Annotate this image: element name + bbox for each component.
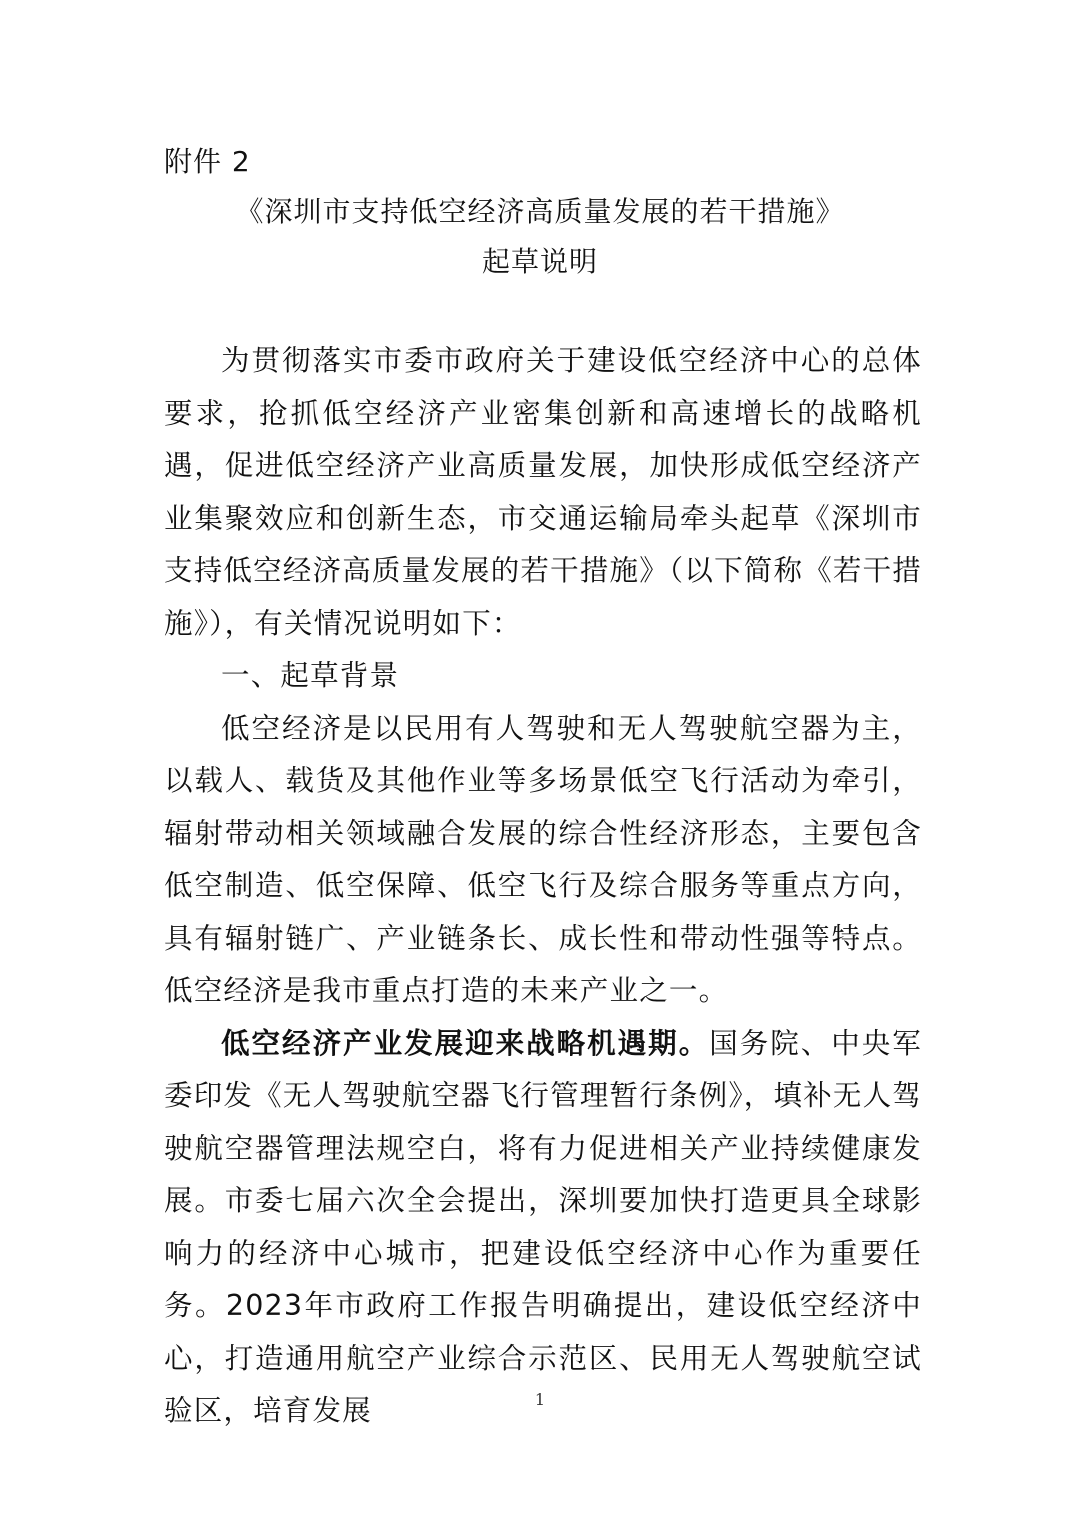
page-number: 1 [534,1390,546,1409]
attachment-label: 附件 2 [164,145,251,178]
document-subtitle: 起草说明 [481,245,598,278]
document-title: 《深圳市支持低空经济高质量发展的若干措施》 [235,195,845,228]
section-heading-background: 一、起草背景 [221,659,400,692]
background-paragraph: 低空经济是以民用有人驾驶和无人驾驶航空器为主，以载人、载货及其他作业等多场景低空飞行活动为牵引，辐射带动相关领域融合发展的综合性经济形态，主要包含低空制造、低空保障、低空飞行及综合服务等重点方向，具有辐射链广、产业链条长、成长性和带动性强等特点。低空经济是我市重点打造的未来产业之一。 [164,711,922,1007]
opportunity-body-text: 国务院、中央军委印发《无人驾驶航空器飞行管理暂行条例》，填补无人驾驶航空器管理法规空白，将有力促进相关产业持续健康发展。市委七届六次全会提出，深圳要加快打造更具全球影响力的经济中心城市，把建设低空经济中心作为重要任务。2023年市政府工作报告明确提出，建设低空经济中心，打造通用航空产业综合示范区、民用无人驾驶航空试验区，培育发展 [164,1026,922,1427]
opportunity-lead-sentence: 低空经济产业发展迎来战略机遇期。 [221,1026,710,1060]
document-body [164,335,922,1438]
opportunity-paragraph [164,1018,922,1438]
intro-paragraph: 为贯彻落实市委市政府关于建设低空经济中心的总体要求，抢抓低空经济产业密集创新和高速增长的战略机遇，促进低空经济产业高质量发展，加快形成低空经济产业集聚效应和创新生态，市交通运输局牵头起草《深圳市支持低空经济高质量发展的若干措施》（以下简称《若干措施》），有关情况说明如下： [164,344,922,640]
